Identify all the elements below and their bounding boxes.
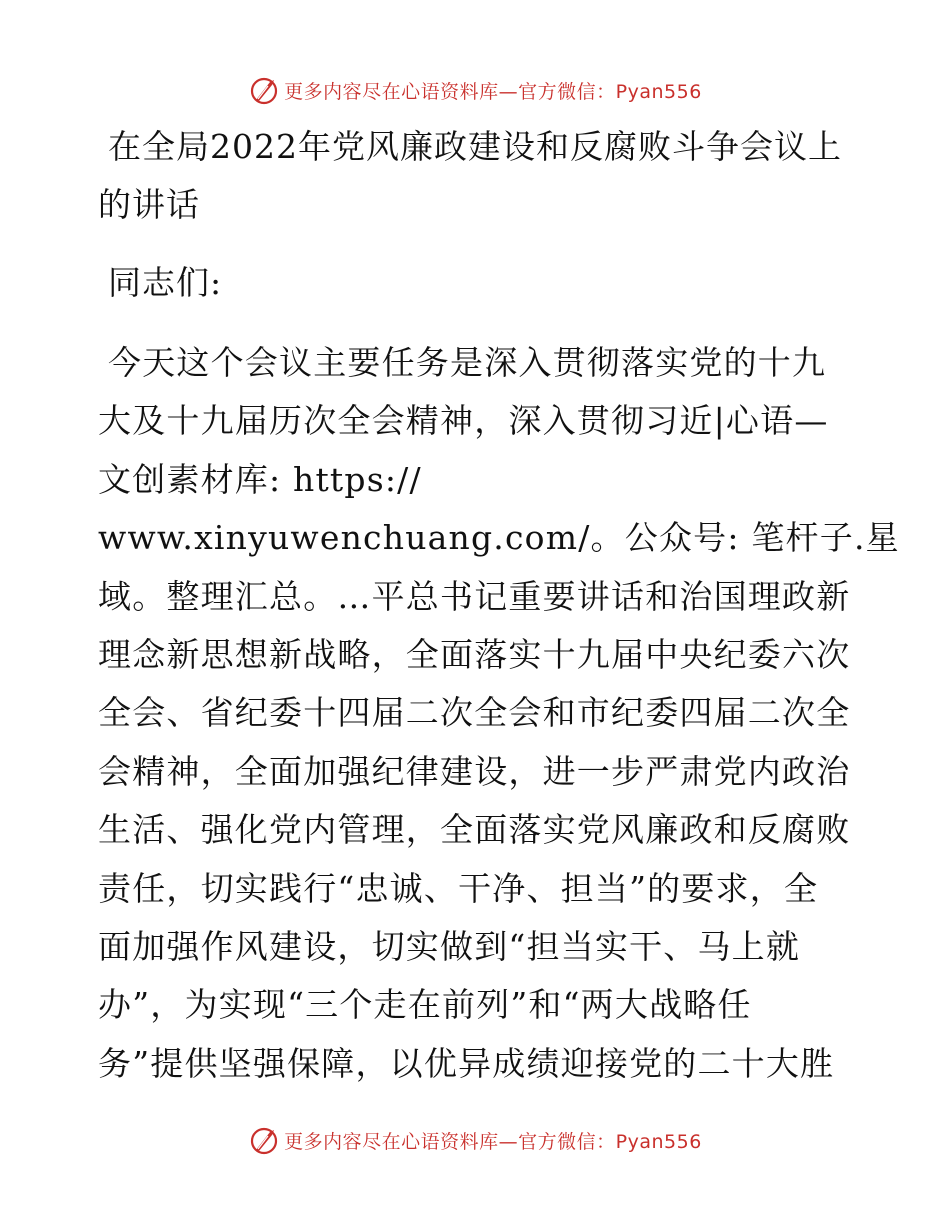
- header-watermark: [0, 70, 950, 110]
- body-line: 生活、强化党内管理，全面落实党风廉政和反腐败: [98, 810, 851, 850]
- title-line-1: 在全局2022年党风廉政建设和反腐败斗争会议上: [108, 127, 842, 166]
- quill-pen-logo-icon: [248, 74, 280, 106]
- body-line: 面加强作风建设，切实做到“担当实干、马上就: [98, 927, 801, 967]
- body-line: www.xinyuwenchuang.com/。公众号: 笔杆子.星: [98, 518, 900, 558]
- body-line: 会精神，全面加强纪律建设，进一步严肃党内政治: [98, 751, 851, 791]
- salutation: 同志们:: [108, 263, 223, 302]
- watermark-text: 更多内容尽在心语资料库—官方微信：Pyan556: [284, 80, 702, 103]
- body-line: 今天这个会议主要任务是深入贯彻落实党的十九: [108, 343, 827, 382]
- body-line: 大及十九届历次全会精神，深入贯彻习近|心语—: [98, 401, 829, 441]
- body-line: 域。整理汇总。…平总书记重要讲话和治国理政新: [98, 576, 851, 616]
- body-line: 办”，为实现“三个走在前列”和“两大战略任: [98, 985, 752, 1025]
- document-body: [98, 118, 900, 1093]
- watermark-text: 更多内容尽在心语资料库—官方微信：Pyan556: [284, 1130, 702, 1153]
- footer-watermark: [0, 1120, 950, 1160]
- body-line: 文创素材库: https://: [98, 459, 422, 499]
- body-line: 务”提供坚强保障，以优异成绩迎接党的二十大胜: [98, 1043, 835, 1083]
- body-line: 理念新思想新战略，全面落实十九届中央纪委六次: [98, 635, 851, 675]
- document-title: [98, 118, 858, 234]
- quill-pen-logo-icon: [248, 1124, 280, 1156]
- body-paragraph: [98, 334, 900, 1093]
- body-line: 全会、省纪委十四届二次全会和市纪委四届二次全: [98, 693, 851, 733]
- title-line-2: 的讲话: [98, 185, 200, 224]
- body-line: 责任，切实践行“忠诚、干净、担当”的要求，全: [98, 868, 819, 908]
